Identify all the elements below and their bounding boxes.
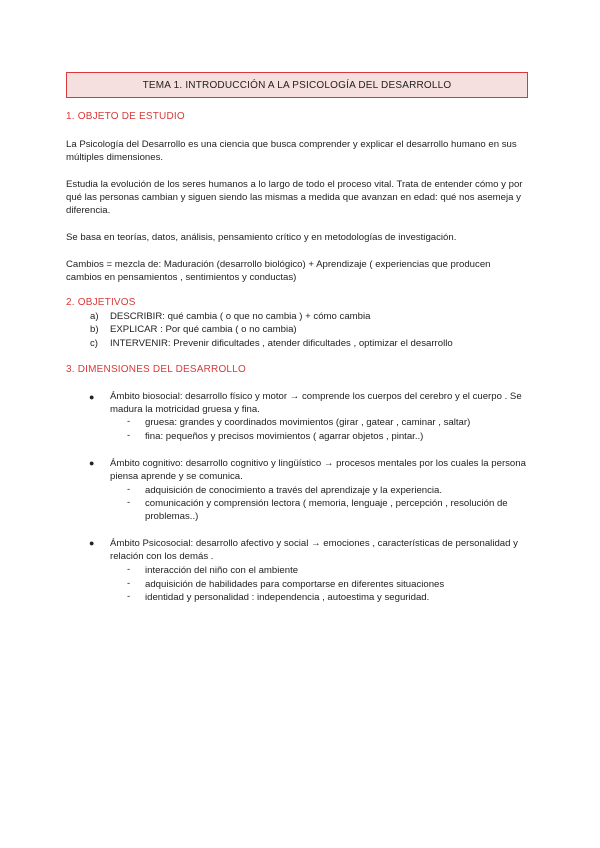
dash-icon: - — [127, 564, 131, 575]
dash-icon: - — [127, 430, 131, 441]
dimension-text: Ámbito biosocial: desarrollo físico y motor → comprende los cuerpos del cerebro y el cuerpo . Se madura la motricidad gruesa y fina. — [110, 391, 522, 416]
dimension-subitem: gruesa: grandes y coordinados movimientos (girar , gatear , caminar , saltar) — [145, 417, 471, 428]
paragraph-changes: Cambios = mezcla de: Maduración (desarrollo biológico) + Aprendizaje ( experiencias que producen cambios en pensamientos , sentimientos y conductas) — [66, 259, 491, 283]
objective-text: EXPLICAR : Por qué cambia ( o no cambia) — [110, 324, 297, 335]
dimension-subitem: identidad y personalidad : independencia , autoestima y seguridad. — [145, 592, 430, 603]
bullet-icon: ● — [89, 538, 95, 548]
paragraph-evolution: Estudia la evolución de los seres humanos a lo largo de todo el proceso vital. Trata de entender cómo y por qué las personas cambian y siguen siendo las mismas a medida que avanzan en edad: qué nos asemeja y diferencia. — [66, 179, 523, 216]
dimension-subitem: adquisición de conocimiento a través del aprendizaje y la experiencia. — [145, 485, 443, 496]
dimension-subitem: comunicación y comprensión lectora ( memoria, lenguaje , percepción , resolución de problemas..) — [145, 498, 508, 523]
paragraph-definition: La Psicología del Desarrollo es una ciencia que busca comprender y explicar el desarrollo humano en sus múltiples dimensiones. — [66, 139, 517, 163]
dash-icon: - — [127, 591, 131, 602]
objective-letter: a) — [90, 311, 99, 322]
dimension-subitem: fina: pequeños y precisos movimientos ( agarrar objetos , pintar..) — [145, 431, 424, 442]
section-heading-dimensiones: 3. DIMENSIONES DEL DESARROLLO — [66, 364, 246, 375]
dash-icon: - — [127, 578, 131, 589]
dash-icon: - — [127, 484, 131, 495]
dash-icon: - — [127, 416, 131, 427]
dimension-subitem: adquisición de habilidades para comportarse en diferentes situaciones — [145, 579, 445, 590]
section-heading-objetivos: 2. OBJETIVOS — [66, 297, 136, 308]
dimension-subitem: interacción del niño con el ambiente — [145, 565, 299, 576]
dash-icon: - — [127, 497, 131, 508]
objective-letter: b) — [90, 324, 99, 335]
objective-text: INTERVENIR: Prevenir dificultades , atender dificultades , optimizar el desarrollo — [110, 338, 453, 349]
objective-text: DESCRIBIR: qué cambia ( o que no cambia ) + cómo cambia — [110, 311, 371, 322]
section-heading-objeto: 1. OBJETO DE ESTUDIO — [66, 111, 185, 122]
bullet-icon: ● — [89, 392, 95, 402]
dimension-text: Ámbito cognitivo: desarrollo cognitivo y lingüístico → procesos mentales por los cuales la persona piensa aprende y se comunica. — [110, 458, 526, 483]
objective-letter: c) — [90, 338, 98, 349]
document-title: TEMA 1. INTRODUCCIÓN A LA PSICOLOGÍA DEL DESARROLLO — [66, 72, 528, 98]
dimension-text: Ámbito Psicosocial: desarrollo afectivo y social → emociones , características de personalidad y relación con los demás . — [110, 538, 518, 563]
paragraph-basis: Se basa en teorías, datos, análisis, pensamiento crítico y en metodologías de investigación. — [66, 232, 457, 243]
bullet-icon: ● — [89, 458, 95, 468]
